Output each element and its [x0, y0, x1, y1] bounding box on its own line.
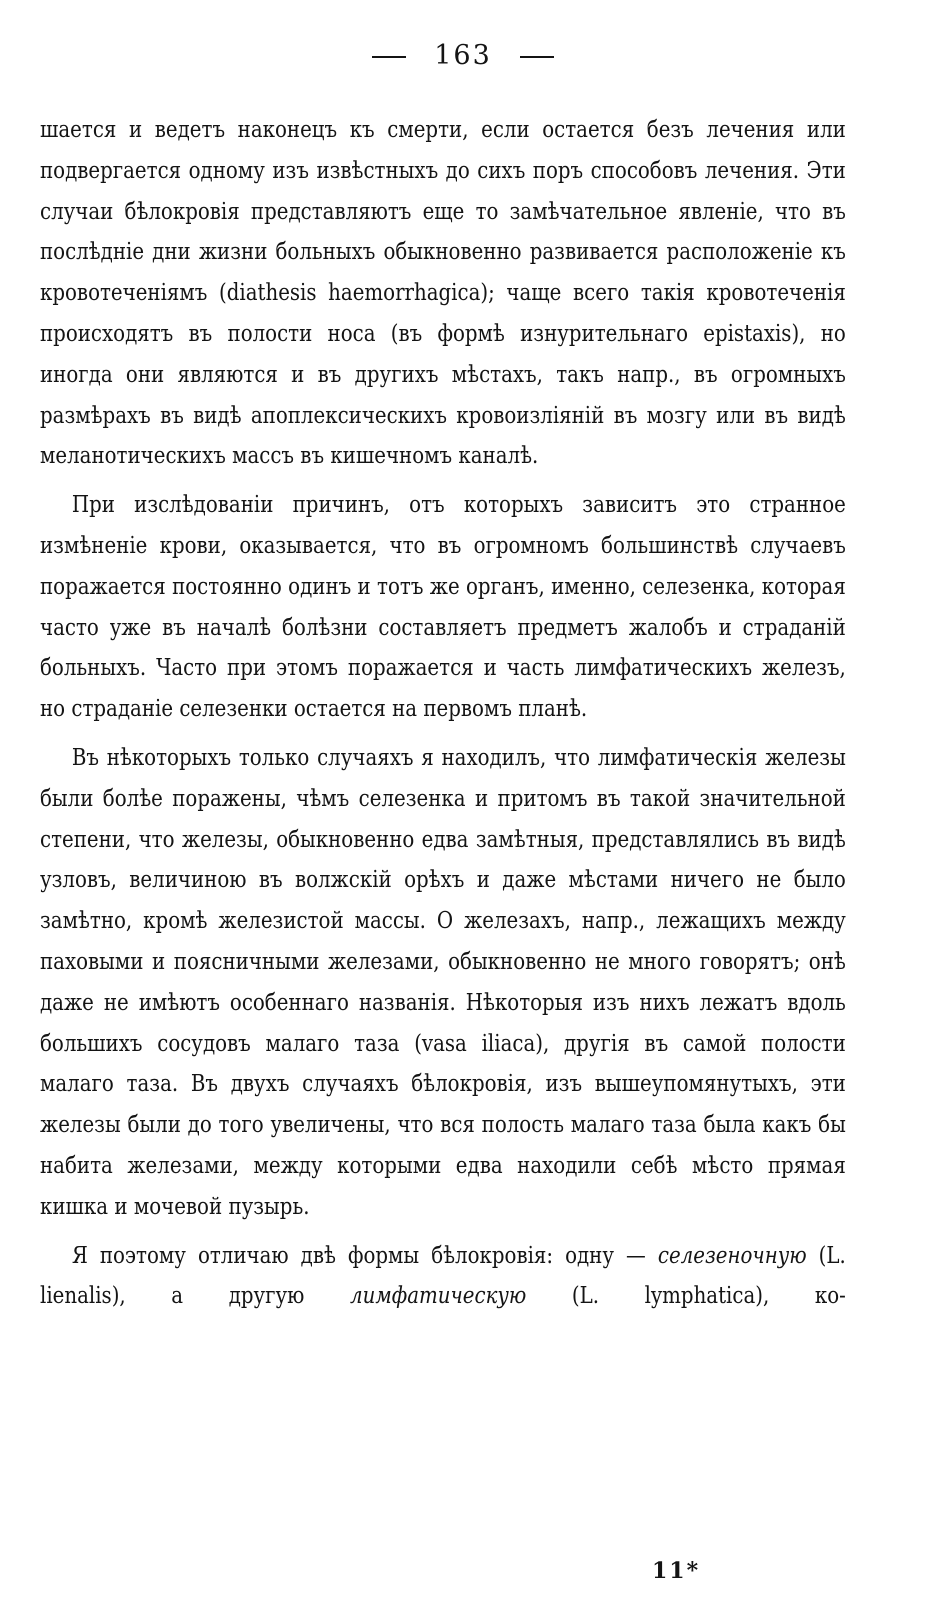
paragraph-2	[40, 485, 846, 730]
page-header	[0, 40, 926, 71]
paragraph-text: (L. lymphatica), ко-	[526, 1283, 846, 1310]
paragraph-text: (L. lienalis), а другую	[40, 1242, 846, 1310]
header-dash-left	[372, 56, 406, 58]
paragraph-text: шается и ведетъ наконецъ къ смерти, если остается безъ лечения или подвергается одному изъ извѣстныхъ до сихъ поръ способовъ лечения. Эти случаи бѣлокровія представляютъ еще то замѣчательное явленіе, что въ послѣдніе дни жизни больныхъ обыкновенно развивается расположеніе къ кровотеченіямъ (diathesis haemorrhagica); чаще всего такія кровотеченія происходятъ въ полости носа (въ формѣ изнурительнаго epistaxis), но иногда они являются и въ другихъ мѣстахъ, такъ напр., въ огромныхъ размѣрахъ въ видѣ апоплексическихъ кровоизліяній въ мозгу или въ видѣ меланотическихъ массъ въ кишечномъ каналѣ.	[40, 117, 846, 470]
paragraph-4	[40, 1236, 846, 1318]
paragraph-text: Я поэтому отличаю двѣ формы бѣлокровія: одну —	[71, 1242, 658, 1269]
header-dash-right	[520, 56, 554, 58]
paragraph-text: При изслѣдованіи причинъ, отъ которыхъ зависитъ это странное измѣненіе крови, оказывается, что въ огромномъ большинствѣ случаевъ поражается постоянно одинъ и тотъ же органъ, именно, селезенка, которая часто уже въ началѣ болѣзни составляетъ предметъ жалобъ и страданій больныхъ. Часто при этомъ поражается и часть лимфатическихъ железъ, но страданіе селезенки остается на первомъ планѣ.	[40, 492, 846, 723]
italic-term-lienal: селезеночную	[657, 1242, 807, 1269]
body-text	[40, 110, 846, 1325]
paragraph-text: Въ нѣкоторыхъ только случаяхъ я находилъ, что лимфатическія железы были болѣе поражены, чѣмъ селезенка и притомъ въ такой значительной степени, что железы, обыкновенно едва замѣтныя, представлялись въ видѣ узловъ, величиною въ волжскій орѣхъ и даже мѣстами ничего не было замѣтно, кромѣ железистой массы. О железахъ, напр., лежащихъ между паховыми и поясничными железами, обыкновенно не много говорятъ; онѣ даже не имѣютъ особеннаго названія. Нѣкоторыя изъ нихъ лежатъ вдоль большихъ сосудовъ малаго таза (vasa iliaca), другія въ самой полости малаго таза. Въ двухъ случаяхъ бѣлокровія, изъ вышеупомянутыхъ, эти железы были до того увеличены, что вся полость малаго таза была какъ бы набита железами, между которыми едва находили себѣ мѣсто прямая кишка и мочевой пузырь.	[40, 744, 846, 1220]
paragraph-1	[40, 110, 846, 477]
signature-mark: 11*	[652, 1558, 701, 1584]
page-number: 163	[434, 40, 492, 71]
paragraph-3	[40, 738, 846, 1228]
italic-term-lymphatic: лимфатическую	[350, 1283, 527, 1310]
